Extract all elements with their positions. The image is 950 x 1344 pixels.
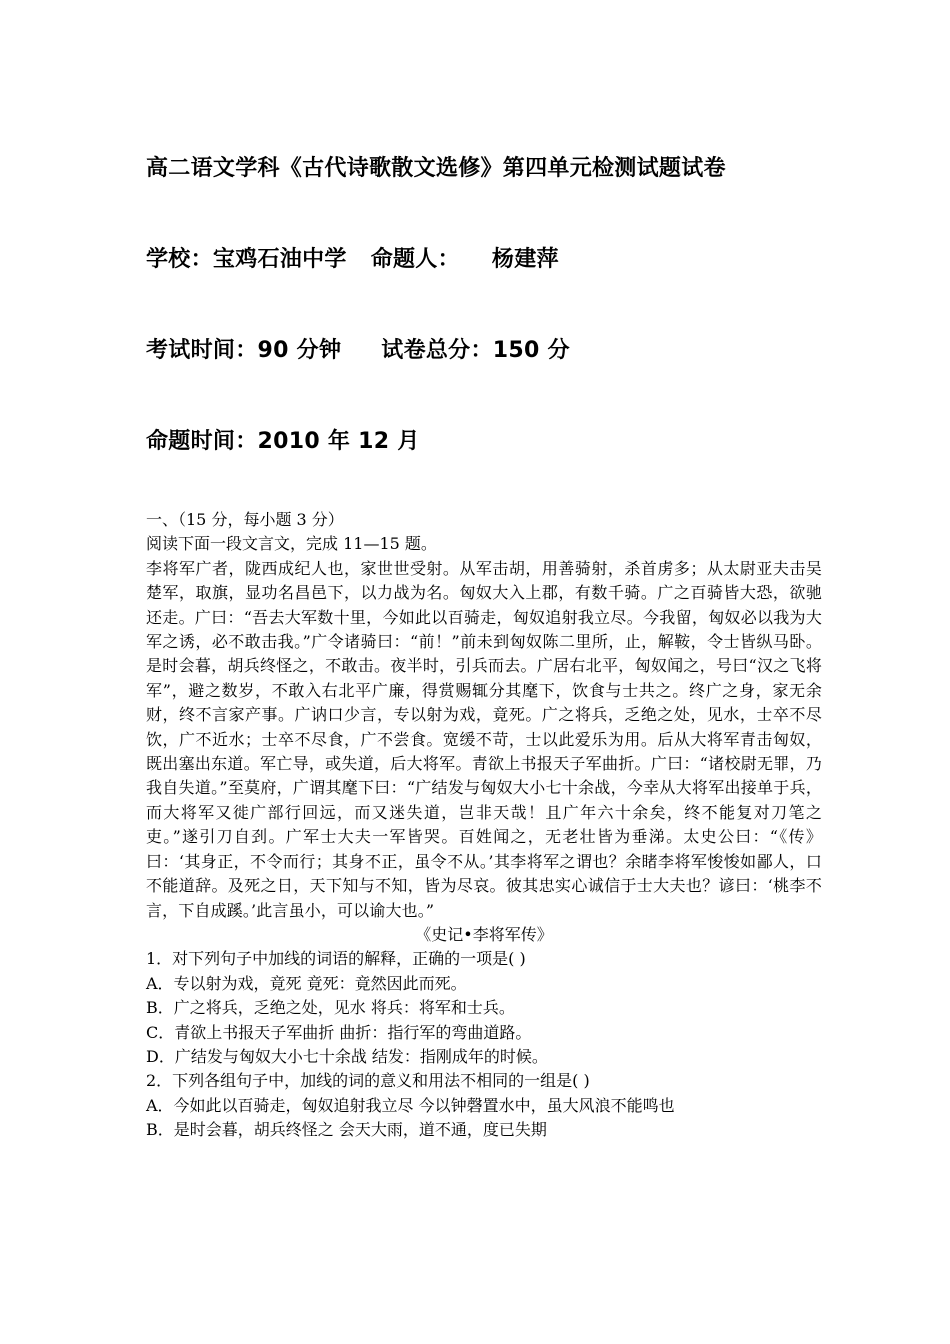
author-label: 命题人：	[370, 247, 460, 272]
passage-source: 《史记•李将军传》	[415, 924, 553, 944]
author-name: 杨建萍	[491, 247, 559, 272]
question-option: B．广之将兵，乏绝之处，见水 将兵：将军和士兵。	[146, 998, 515, 1018]
question-option: D．广结发与匈奴大小七十余战 结发：指刚成年的时候。	[146, 1046, 548, 1066]
section-heading: 一、（15 分，每小题 3 分）	[146, 510, 344, 529]
question-stem: 1．对下列句子中加线的词语的解释，正确的一项是( )	[146, 949, 526, 969]
time-label: 考试时间：90 分钟	[146, 338, 342, 363]
section-instruction: 阅读下面一段文言文，完成 11—15 题。	[146, 534, 437, 554]
exam-title: 高二语文学科《古代诗歌散文选修》第四单元检测试题试卷	[146, 156, 726, 181]
date-line: 命题时间：2010 年 12 月	[146, 429, 420, 454]
school-label: 学校：宝鸡石油中学	[146, 247, 347, 272]
exam-body	[146, 508, 822, 1143]
question-option: C．青欲上书报天子军曲折 曲折：指行军的弯曲道路。	[146, 1022, 532, 1042]
score-label: 试卷总分：150 分	[381, 338, 570, 363]
question-stem: 2．下列各组句子中，加线的词的意义和用法不相同的一组是( )	[146, 1071, 590, 1091]
classical-passage: 李将军广者，陇西成纪人也，家世世受射。从军击胡，用善骑射，杀首虏多；从太尉亚夫击吴楚军，取旗，显功名昌邑下，以力战为名。匈奴大入上郡，有数千骑。广之百骑皆大恐，欲驰还走。广曰：“吾去大军数十里，今如此以百骑走，匈奴追射我立尽。今我留，匈奴必以我为大军之诱，必不敢击我。”广令诸骑曰：“前！”前未到匈奴陈二里所，止，解鞍，令士皆纵马卧。是时会暮，胡兵终怪之，不敢击。夜半时，引兵而去。广居右北平，匈奴闻之，号曰“汉之飞将军”，避之数岁，不敢入右北平广廉，得赏赐辄分其麾下，饮食与士共之。终广之身，家无余财，终不言家产事。广讷口少言，专以射为戏，竟死。广之将兵，乏绝之处，见水，士卒不尽饮，广不近水；士卒不尽食，广不尝食。宽缓不苛，士以此爱乐为用。后从大将军青击匈奴，既出塞出东道。军亡导，或失道，后大将军。青欲上书报天子军曲折。广曰：“诸校尉无罪，乃我自失道。”至莫府，广谓其麾下曰：“广结发与匈奴大小七十余战，今幸从大将军出接单于兵，而大将军又徙广部行回远，而又迷失道，岂非天哉！且广年六十余矣，终不能复对刀笔之吏。”遂引刀自刭。广军士大夫一军皆哭。百姓闻之，无老壮皆为垂涕。太史公曰：“《传》曰：‘其身正，不令而行；其身不正，虽令不从。’其李将军之谓也？余睹李将军悛悛如鄙人，口不能道辞。及死之日，天下知与不知，皆为尽哀。彼其忠实心诚信于士大夫也？谚曰：‘桃李不言，下自成蹊。’此言虽小，可以谕大也。”	[146, 558, 822, 920]
question-option: B．是时会暮，胡兵终怪之 会天大雨，道不通，度已失期	[146, 1120, 547, 1140]
school-author-line	[146, 245, 559, 275]
question-option: A．专以射为戏，竟死 竟死：竟然因此而死。	[146, 973, 467, 993]
question-option: A．今如此以百骑走，匈奴追射我立尽 今以钟磬置水中，虽大风浪不能鸣也	[146, 1095, 675, 1115]
time-score-line	[146, 336, 570, 366]
